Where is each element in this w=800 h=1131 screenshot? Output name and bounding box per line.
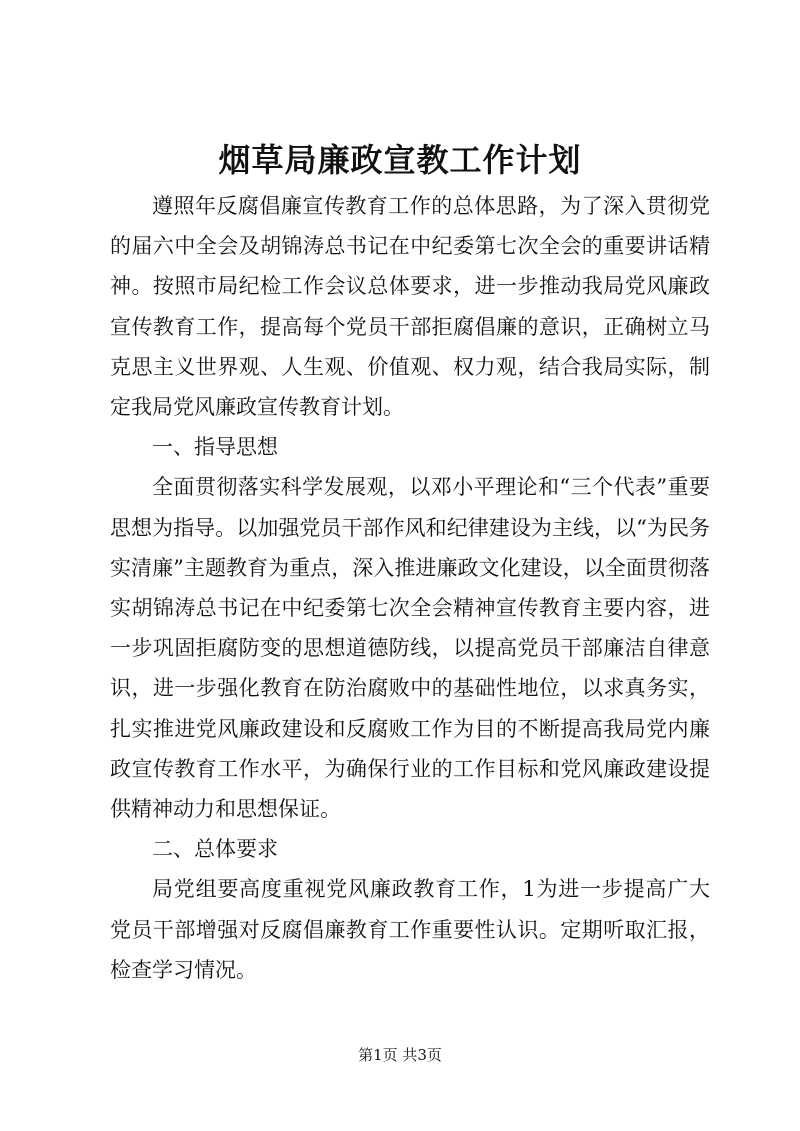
document-title: 烟草局廉政宣教工作计划 [218, 141, 582, 179]
paragraph-intro: 遵照年反腐倡廉宣传教育工作的总体思路，为了深入贯彻党的届六中全会及胡锦涛总书记在中纪委第七次全会的重要讲话精神。按照市局纪检工作会议总体要求，进一步推动我局党风廉政宣传教育工作，提高每个党员干部拒腐倡廉的意识，正确树立马克思主义世界观、人生观、价值观、权力观，结合我局实际，制定我局党风廉政宣传教育计划。 [110, 194, 710, 420]
section-heading-overall-requirements: 二、总体要求 [152, 837, 278, 862]
paragraph-overall-requirements: 局党组要高度重视党风廉政教育工作，1为进一步提高广大党员干部增强对反腐倡廉教育工作重要性认识。定期听取汇报，检查学习情况。 [110, 877, 710, 982]
page-number-footer: 第1页 共3页 [358, 1046, 442, 1064]
document-body [110, 186, 710, 990]
paragraph-guiding-thought: 全面贯彻落实科学发展观，以邓小平理论和“三个代表”重要思想为指导。以加强党员干部作风和纪律建设为主线，以“为民务实清廉”主题教育为重点，深入推进廉政文化建设，以全面贯彻落实胡锦涛总书记在中纪委第七次全会精神宣传教育主要内容，进一步巩固拒腐防变的思想道德防线，以提高党员干部廉洁自律意识，进一步强化教育在防治腐败中的基础性地位，以求真务实，扎实推进党风廉政建设和反腐败工作为目的不断提高我局党内廉政宣传教育工作水平，为确保行业的工作目标和党风廉政建设提供精神动力和思想保证。 [110, 475, 710, 822]
section-heading-guiding-thought: 一、指导思想 [152, 435, 278, 460]
